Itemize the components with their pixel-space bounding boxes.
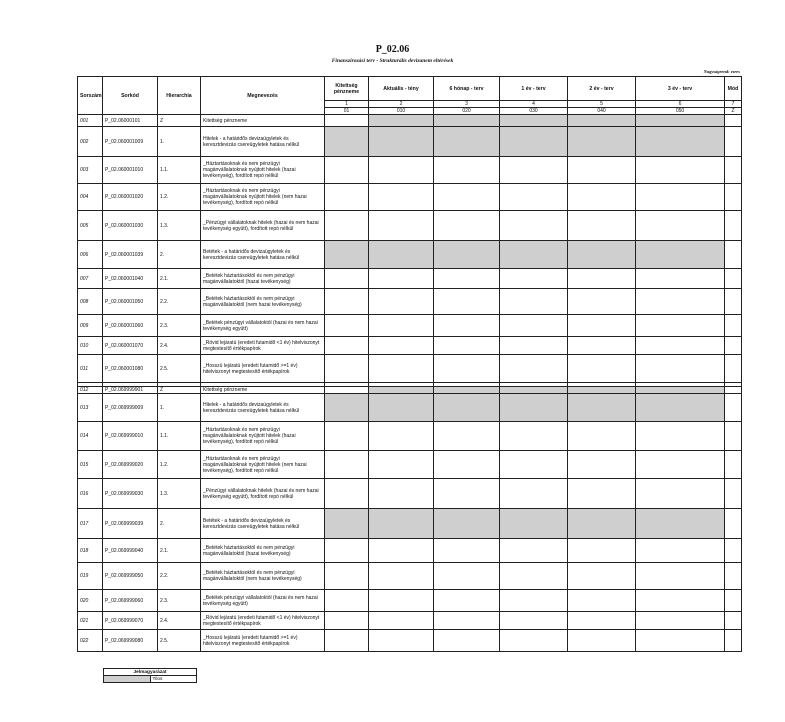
row-number: 012 — [78, 387, 103, 394]
value-cell-3year[interactable] — [636, 269, 725, 289]
row-code: P_02.069999040 — [103, 539, 158, 563]
col-hierarchia: Hierarchia — [158, 77, 201, 115]
value-cell-3year[interactable] — [636, 422, 725, 451]
column-number: 3 — [434, 101, 500, 108]
value-cell-actual[interactable] — [369, 630, 434, 652]
mode-cell[interactable] — [725, 157, 742, 184]
value-cell-1year[interactable] — [500, 157, 568, 184]
value-cell-3year[interactable] — [636, 157, 725, 184]
value-cell-3year[interactable] — [636, 451, 725, 479]
currency-cell[interactable] — [325, 590, 369, 612]
value-cell-3year — [636, 241, 725, 269]
value-cell-actual[interactable] — [369, 211, 434, 241]
column-code: 050 — [636, 108, 725, 115]
column-number: 7 — [725, 101, 742, 108]
value-cell-actual[interactable] — [369, 422, 434, 451]
row-hierarchy: 2. — [158, 241, 201, 269]
row-label: Betétek - a határidős devizaügyletek és keresztdevizás csereügyletek hatása nélkül — [201, 241, 325, 269]
value-cell-6month[interactable] — [434, 422, 500, 451]
value-cell-actual[interactable] — [369, 590, 434, 612]
table-row — [78, 211, 742, 241]
row-hierarchy: 2.2. — [158, 563, 201, 590]
table-row — [78, 539, 742, 563]
value-cell-3year[interactable] — [636, 211, 725, 241]
value-cell-actual[interactable] — [369, 355, 434, 383]
currency-cell[interactable] — [325, 184, 369, 211]
row-number: 001 — [78, 115, 103, 127]
value-cell-3year[interactable] — [636, 630, 725, 652]
row-code: P_02.069999050 — [103, 563, 158, 590]
row-code: P_02.069999070 — [103, 612, 158, 630]
table-row — [78, 289, 742, 315]
value-cell-1year[interactable] — [500, 422, 568, 451]
row-code: P_02.069999009 — [103, 394, 158, 422]
row-code: P_02.069999010 — [103, 422, 158, 451]
legend-item-label: Tilos — [150, 676, 197, 683]
column-number: 4 — [500, 101, 568, 108]
column-code: Z — [725, 108, 742, 115]
col-sorszam: Sorszám — [78, 77, 103, 115]
currency-cell[interactable] — [325, 337, 369, 355]
row-hierarchy: 1. — [158, 127, 201, 157]
value-cell-actual[interactable] — [369, 451, 434, 479]
currency-cell[interactable] — [325, 451, 369, 479]
row-number: 020 — [78, 590, 103, 612]
mode-cell[interactable] — [725, 590, 742, 612]
value-cell-1year[interactable] — [500, 479, 568, 509]
row-number: 004 — [78, 184, 103, 211]
row-code: P_02.069999080 — [103, 630, 158, 652]
currency-cell[interactable] — [325, 115, 369, 127]
value-cell-1year — [500, 394, 568, 422]
value-cell-1year[interactable] — [500, 563, 568, 590]
mode-cell[interactable] — [725, 539, 742, 563]
value-cell-6month[interactable] — [434, 539, 500, 563]
value-cell-actual — [369, 115, 434, 127]
row-code: P_02.069999039 — [103, 509, 158, 539]
value-cell-1year — [500, 127, 568, 157]
col-3ev: 3 év - terv — [636, 77, 725, 101]
row-label: _Betétek pénzügyi vállalatoktól (hazai és nem hazai tevékenység együtt) — [201, 590, 325, 612]
value-cell-6month — [434, 127, 500, 157]
value-cell-actual[interactable] — [369, 289, 434, 315]
mode-cell[interactable] — [725, 355, 742, 383]
value-cell-actual[interactable] — [369, 539, 434, 563]
currency-cell — [325, 394, 369, 422]
row-code: P_02.060001040 — [103, 269, 158, 289]
row-number: 007 — [78, 269, 103, 289]
row-label: _Háztartásoknak és nem pénzügyi magánvállalatoknak nyújtott hitelek (hazai tevékenység), fordított repó nélkül — [201, 157, 325, 184]
row-hierarchy: 1.1. — [158, 157, 201, 184]
mode-cell[interactable] — [725, 211, 742, 241]
currency-cell[interactable] — [325, 315, 369, 337]
row-hierarchy: 2.4. — [158, 612, 201, 630]
header-row — [78, 77, 742, 101]
value-cell-3year[interactable] — [636, 289, 725, 315]
mode-cell[interactable] — [725, 479, 742, 509]
value-cell-6month[interactable] — [434, 630, 500, 652]
row-number: 014 — [78, 422, 103, 451]
currency-cell[interactable] — [325, 539, 369, 563]
value-cell-3year[interactable] — [636, 479, 725, 509]
currency-cell[interactable] — [325, 563, 369, 590]
row-label: Kitettség pénzneme — [201, 387, 325, 394]
value-cell-6month[interactable] — [434, 289, 500, 315]
value-cell-actual[interactable] — [369, 337, 434, 355]
table-row — [78, 509, 742, 539]
row-number: 011 — [78, 355, 103, 383]
value-cell-6month — [434, 394, 500, 422]
value-cell-2year[interactable] — [568, 539, 636, 563]
value-cell-1year[interactable] — [500, 289, 568, 315]
report-table — [77, 76, 742, 652]
row-hierarchy: 2.2. — [158, 289, 201, 315]
row-number: 016 — [78, 479, 103, 509]
row-label: _Pénzügyi vállalatoknak hitelek (hazai és nem hazai tevékenység együtt), fordított repó nélkül — [201, 479, 325, 509]
currency-cell[interactable] — [325, 211, 369, 241]
value-cell-actual[interactable] — [369, 269, 434, 289]
value-cell-6month[interactable] — [434, 479, 500, 509]
table-row — [78, 355, 742, 383]
value-cell-3year — [636, 394, 725, 422]
row-code: P_02.060001030 — [103, 211, 158, 241]
column-code: 040 — [568, 108, 636, 115]
value-cell-1year[interactable] — [500, 630, 568, 652]
row-number: 010 — [78, 337, 103, 355]
mode-cell[interactable] — [725, 422, 742, 451]
currency-cell[interactable] — [325, 630, 369, 652]
mode-cell[interactable] — [725, 184, 742, 211]
mode-cell[interactable] — [725, 387, 742, 394]
row-code: P_02.060001080 — [103, 355, 158, 383]
value-cell-1year[interactable] — [500, 451, 568, 479]
value-cell-actual[interactable] — [369, 315, 434, 337]
value-cell-3year[interactable] — [636, 355, 725, 383]
row-code: P_02.069999030 — [103, 479, 158, 509]
value-cell-3year[interactable] — [636, 337, 725, 355]
mode-cell[interactable] — [725, 451, 742, 479]
row-label: _Háztartásoknak és nem pénzügyi magánvállalatoknak nyújtott hitelek (nem hazai tevékenység), fordított repó nélkül — [201, 184, 325, 211]
value-cell-6month — [434, 241, 500, 269]
mode-cell[interactable] — [725, 394, 742, 422]
row-hierarchy: 1.3. — [158, 211, 201, 241]
row-hierarchy: 1.1. — [158, 422, 201, 451]
row-label: _Rövid lejáratú (eredeti futamidő <1 év) hitelviszonyt megtestesítő értékpapírok — [201, 612, 325, 630]
row-hierarchy: 2.5. — [158, 630, 201, 652]
table-row — [78, 241, 742, 269]
col-6honap: 6 hónap - terv — [434, 77, 500, 101]
col-aktualis: Aktuális - tény — [369, 77, 434, 101]
value-cell-2year[interactable] — [568, 590, 636, 612]
mode-cell[interactable] — [725, 289, 742, 315]
mode-cell[interactable] — [725, 337, 742, 355]
row-number: 009 — [78, 315, 103, 337]
table-row — [78, 563, 742, 590]
row-number: 015 — [78, 451, 103, 479]
value-cell-2year[interactable] — [568, 211, 636, 241]
currency-cell[interactable] — [325, 289, 369, 315]
value-cell-2year — [568, 127, 636, 157]
row-label: _Betétek háztartásoktól és nem pénzügyi magánvállalatoktól (hazai tevékenység) — [201, 539, 325, 563]
table-row — [78, 115, 742, 127]
currency-cell[interactable] — [325, 269, 369, 289]
row-number: 002 — [78, 127, 103, 157]
unit-note: Nagyságrend: ezres — [703, 69, 740, 74]
row-code: P_02.060001050 — [103, 289, 158, 315]
mode-cell[interactable] — [725, 612, 742, 630]
col-kitettseg: Kitettség pénzneme — [325, 77, 369, 101]
mode-cell[interactable] — [725, 115, 742, 127]
row-code: P_02.060001020 — [103, 184, 158, 211]
value-cell-actual[interactable] — [369, 157, 434, 184]
row-number: 019 — [78, 563, 103, 590]
row-label: _Betétek háztartásoktól és nem pénzügyi magánvállalatoktól (hazai tevékenység) — [201, 269, 325, 289]
currency-cell[interactable] — [325, 612, 369, 630]
row-number: 017 — [78, 509, 103, 539]
table-row — [78, 157, 742, 184]
legend-title: Jelmagyarázat — [104, 669, 197, 676]
currency-cell — [325, 127, 369, 157]
column-number: 1 — [325, 101, 369, 108]
value-cell-3year[interactable] — [636, 563, 725, 590]
row-code: P_02.060001009 — [103, 127, 158, 157]
value-cell-3year[interactable] — [636, 184, 725, 211]
row-hierarchy: 2.4. — [158, 337, 201, 355]
row-number: 018 — [78, 539, 103, 563]
legend — [103, 668, 197, 683]
value-cell-6month — [434, 387, 500, 394]
value-cell-2year[interactable] — [568, 315, 636, 337]
value-cell-6month[interactable] — [434, 315, 500, 337]
row-label: _Pénzügyi vállalatoknak hitelek (hazai és nem hazai tevékenység együtt), fordított repó nélkül — [201, 211, 325, 241]
mode-cell[interactable] — [725, 127, 742, 157]
row-code: P_02.060001060 — [103, 315, 158, 337]
mode-cell[interactable] — [725, 509, 742, 539]
value-cell-2year[interactable] — [568, 184, 636, 211]
value-cell-2year — [568, 394, 636, 422]
value-cell-3year[interactable] — [636, 315, 725, 337]
table-row — [78, 630, 742, 652]
value-cell-2year[interactable] — [568, 451, 636, 479]
table-row — [78, 315, 742, 337]
row-code: P_02.06000101 — [103, 115, 158, 127]
table-row — [78, 127, 742, 157]
value-cell-6month[interactable] — [434, 563, 500, 590]
value-cell-6month[interactable] — [434, 590, 500, 612]
value-cell-2year[interactable] — [568, 289, 636, 315]
value-cell-actual[interactable] — [369, 479, 434, 509]
row-label: Hitelek - a határidős devizaügyletek és keresztdevizás csereügyletek hatása nélkül — [201, 394, 325, 422]
row-code: P_02.060001039 — [103, 241, 158, 269]
value-cell-actual[interactable] — [369, 563, 434, 590]
row-label: _Hosszú lejáratú (eredeti futamidő >=1 év) hitelviszonyt megtestesítő értékpapírok — [201, 630, 325, 652]
row-hierarchy: 2.5. — [158, 355, 201, 383]
currency-cell[interactable] — [325, 157, 369, 184]
row-number: 005 — [78, 211, 103, 241]
mode-cell[interactable] — [725, 241, 742, 269]
row-number: 013 — [78, 394, 103, 422]
value-cell-6month[interactable] — [434, 269, 500, 289]
row-label: _Háztartásoknak és nem pénzügyi magánvállalatoknak nyújtott hitelek (nem hazai tevékenység), fordított repó nélkül — [201, 451, 325, 479]
row-label: _Betétek pénzügyi vállalatoktól (hazai és nem hazai tevékenység együtt) — [201, 315, 325, 337]
value-cell-3year — [636, 509, 725, 539]
table-row — [78, 269, 742, 289]
value-cell-1year[interactable] — [500, 337, 568, 355]
row-label: _Betétek háztartásoktól és nem pénzügyi magánvállalatoktól (nem hazai tevékenység) — [201, 289, 325, 315]
row-hierarchy: Z — [158, 387, 201, 394]
currency-cell — [325, 241, 369, 269]
row-number: 006 — [78, 241, 103, 269]
table-row — [78, 387, 742, 394]
value-cell-6month[interactable] — [434, 211, 500, 241]
form-code-title: P_02.06 — [375, 44, 410, 55]
row-label: _Rövid lejáratú (eredeti futamidő <1 év) hitelviszonyt megtestesítő értékpapírok — [201, 337, 325, 355]
row-hierarchy: 1. — [158, 394, 201, 422]
column-code: 01 — [325, 108, 369, 115]
form-subtitle: Finanszírozási terv - Strukturális devizanem eltérések — [331, 58, 454, 64]
value-cell-3year[interactable] — [636, 590, 725, 612]
legend-swatch — [104, 676, 151, 683]
value-cell-1year[interactable] — [500, 315, 568, 337]
value-cell-2year[interactable] — [568, 355, 636, 383]
value-cell-2year — [568, 509, 636, 539]
currency-cell[interactable] — [325, 479, 369, 509]
row-code: P_02.060001070 — [103, 337, 158, 355]
value-cell-3year[interactable] — [636, 612, 725, 630]
table-row — [78, 479, 742, 509]
value-cell-1year[interactable] — [500, 539, 568, 563]
value-cell-1year — [500, 115, 568, 127]
value-cell-2year — [568, 241, 636, 269]
value-cell-2year[interactable] — [568, 479, 636, 509]
value-cell-actual — [369, 387, 434, 394]
table-row — [78, 422, 742, 451]
value-cell-3year[interactable] — [636, 539, 725, 563]
value-cell-1year[interactable] — [500, 590, 568, 612]
value-cell-2year[interactable] — [568, 630, 636, 652]
row-number: 003 — [78, 157, 103, 184]
table-row — [78, 451, 742, 479]
row-label: Betétek - a határidős devizaügyletek és keresztdevizás csereügyletek hatása nélkül — [201, 509, 325, 539]
value-cell-2year[interactable] — [568, 157, 636, 184]
col-mod: Mód — [725, 77, 742, 101]
table-row — [78, 612, 742, 630]
row-label: Hitelek - a határidős devizaügyletek és keresztdevizás csereügyletek hatása nélkül — [201, 127, 325, 157]
column-code: 010 — [369, 108, 434, 115]
row-hierarchy: 1.3. — [158, 479, 201, 509]
value-cell-3year — [636, 115, 725, 127]
value-cell-1year[interactable] — [500, 269, 568, 289]
column-number: 5 — [568, 101, 636, 108]
value-cell-1year[interactable] — [500, 355, 568, 383]
value-cell-6month[interactable] — [434, 157, 500, 184]
value-cell-actual — [369, 509, 434, 539]
value-cell-1year — [500, 387, 568, 394]
value-cell-1year — [500, 241, 568, 269]
value-cell-6month[interactable] — [434, 612, 500, 630]
row-label: _Betétek háztartásoktól és nem pénzügyi magánvállalatoktól (nem hazai tevékenység) — [201, 563, 325, 590]
value-cell-actual[interactable] — [369, 184, 434, 211]
currency-cell[interactable] — [325, 387, 369, 394]
col-1ev: 1 év - terv — [500, 77, 568, 101]
table-row — [78, 337, 742, 355]
mode-cell[interactable] — [725, 269, 742, 289]
value-cell-6month — [434, 115, 500, 127]
mode-cell[interactable] — [725, 563, 742, 590]
row-hierarchy: 2.1. — [158, 269, 201, 289]
column-number: 2 — [369, 101, 434, 108]
row-number: 008 — [78, 289, 103, 315]
currency-cell[interactable] — [325, 422, 369, 451]
row-hierarchy: 2.3. — [158, 590, 201, 612]
mode-cell[interactable] — [725, 630, 742, 652]
row-hierarchy: 1.2. — [158, 451, 201, 479]
row-hierarchy: 1.2. — [158, 184, 201, 211]
column-number: 6 — [636, 101, 725, 108]
row-number: 022 — [78, 630, 103, 652]
value-cell-2year[interactable] — [568, 337, 636, 355]
value-cell-2year[interactable] — [568, 422, 636, 451]
row-hierarchy: Z — [158, 115, 201, 127]
col-sorkod: Sorkód — [103, 77, 158, 115]
value-cell-2year — [568, 387, 636, 394]
row-code: P_02.060001010 — [103, 157, 158, 184]
value-cell-6month[interactable] — [434, 355, 500, 383]
value-cell-1year[interactable] — [500, 211, 568, 241]
value-cell-6month[interactable] — [434, 337, 500, 355]
row-label: _Háztartásoknak és nem pénzügyi magánvállalatoknak nyújtott hitelek (hazai tevékenység), fordított repó nélkül — [201, 422, 325, 451]
col-2ev: 2 év - terv — [568, 77, 636, 101]
value-cell-2year[interactable] — [568, 612, 636, 630]
currency-cell — [325, 509, 369, 539]
row-code: P_02.069999060 — [103, 590, 158, 612]
column-code: 030 — [500, 108, 568, 115]
value-cell-actual — [369, 127, 434, 157]
value-cell-6month[interactable] — [434, 184, 500, 211]
column-code: 020 — [434, 108, 500, 115]
currency-cell[interactable] — [325, 355, 369, 383]
value-cell-3year — [636, 127, 725, 157]
row-number: 021 — [78, 612, 103, 630]
table-row — [78, 394, 742, 422]
value-cell-1year[interactable] — [500, 184, 568, 211]
value-cell-3year — [636, 387, 725, 394]
row-hierarchy: 2.1. — [158, 539, 201, 563]
value-cell-1year — [500, 509, 568, 539]
value-cell-1year[interactable] — [500, 612, 568, 630]
col-megnevezes: Megnevezés — [201, 77, 325, 115]
value-cell-actual — [369, 241, 434, 269]
table-body — [78, 115, 742, 652]
mode-cell[interactable] — [725, 315, 742, 337]
row-code: P_02.069999020 — [103, 451, 158, 479]
row-hierarchy: 2. — [158, 509, 201, 539]
row-code: P_02.069999901 — [103, 387, 158, 394]
value-cell-2year — [568, 115, 636, 127]
table-row — [78, 590, 742, 612]
value-cell-6month[interactable] — [434, 451, 500, 479]
value-cell-actual[interactable] — [369, 612, 434, 630]
value-cell-2year[interactable] — [568, 269, 636, 289]
value-cell-2year[interactable] — [568, 563, 636, 590]
row-label: Kitettség pénzneme — [201, 115, 325, 127]
row-hierarchy: 2.3. — [158, 315, 201, 337]
value-cell-6month — [434, 509, 500, 539]
value-cell-actual — [369, 394, 434, 422]
row-label: _Hosszú lejáratú (eredeti futamidő >=1 év) hitelviszonyt megtestesítő értékpapírok — [201, 355, 325, 383]
table-row — [78, 184, 742, 211]
